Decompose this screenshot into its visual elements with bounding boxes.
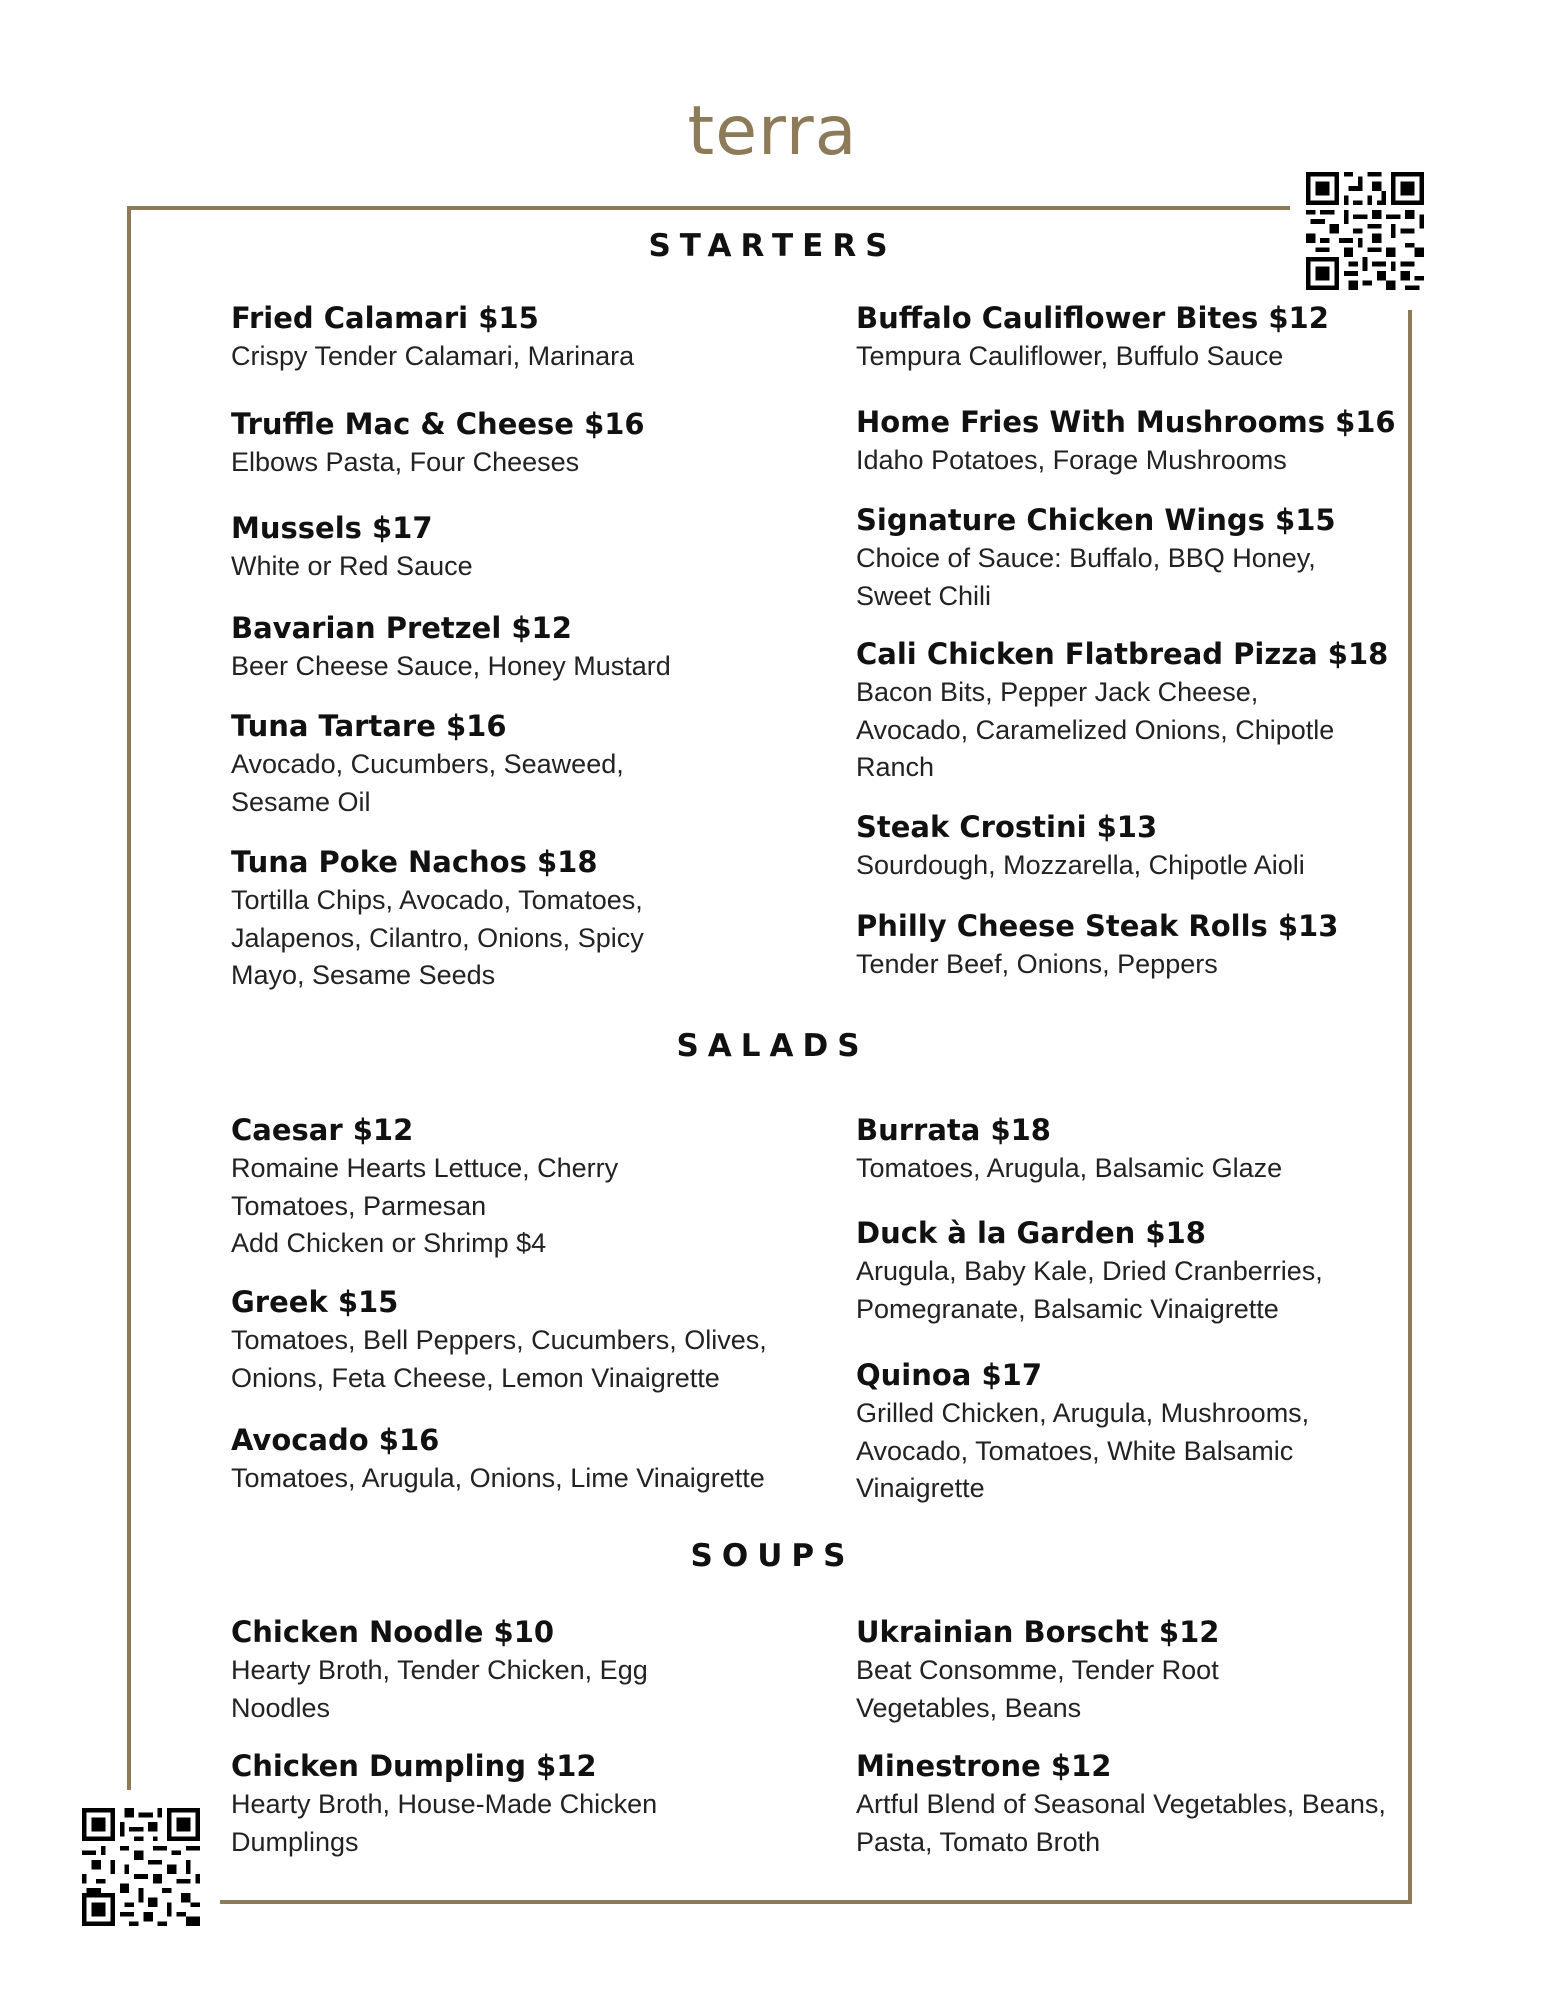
item-description: Avocado, Cucumbers, Seaweed, Sesame Oil xyxy=(231,749,624,817)
item-name: Signature Chicken Wings $15 xyxy=(856,503,1336,537)
menu-item xyxy=(856,1612,1441,1727)
item-name: Steak Crostini $13 xyxy=(856,810,1158,844)
menu-item xyxy=(856,1110,1441,1188)
item-description: Tomatoes, Bell Peppers, Cucumbers, Olives, Onions, Feta Cheese, Lemon Vinaigrette xyxy=(231,1325,767,1393)
menu-item xyxy=(856,402,1441,480)
menu-item xyxy=(856,1746,1441,1861)
item-name: Tuna Poke Nachos $18 xyxy=(231,845,598,879)
menu-item xyxy=(856,906,1441,984)
menu-item xyxy=(231,1746,816,1861)
item-name: Bavarian Pretzel $12 xyxy=(231,611,572,645)
item-description: Artful Blend of Seasonal Vegetables, Beans, Pasta, Tomato Broth xyxy=(856,1789,1386,1857)
item-name: Caesar $12 xyxy=(231,1113,414,1147)
section-title-starters: STARTERS xyxy=(648,228,897,264)
menu-item xyxy=(231,706,816,821)
item-description: Idaho Potatoes, Forage Mushrooms xyxy=(856,445,1287,475)
item-name: Minestrone $12 xyxy=(856,1749,1112,1783)
menu-item xyxy=(856,1355,1441,1508)
item-name: Buffalo Cauliflower Bites $12 xyxy=(856,301,1329,335)
item-description: Tortilla Chips, Avocado, Tomatoes, Jalapenos, Cilantro, Onions, Spicy Mayo, Sesame Seeds xyxy=(231,885,644,990)
menu-item xyxy=(231,608,816,686)
item-name: Truffle Mac & Cheese $16 xyxy=(231,407,645,441)
menu-item xyxy=(856,500,1441,615)
item-name: Tuna Tartare $16 xyxy=(231,709,507,743)
item-description: Hearty Broth, House-Made Chicken Dumplings xyxy=(231,1789,658,1857)
item-description: Hearty Broth, Tender Chicken, Egg Noodles xyxy=(231,1655,648,1723)
item-description: Tempura Cauliflower, Buffulo Sauce xyxy=(856,341,1284,371)
item-name: Mussels $17 xyxy=(231,511,433,545)
menu-item xyxy=(856,634,1441,787)
item-name: Chicken Dumpling $12 xyxy=(231,1749,597,1783)
item-description: Choice of Sauce: Buffalo, BBQ Honey, Sweet Chili xyxy=(856,543,1316,611)
item-name: Avocado $16 xyxy=(231,1423,440,1457)
item-description: Arugula, Baby Kale, Dried Cranberries, Pomegranate, Balsamic Vinaigrette xyxy=(856,1256,1323,1324)
menu-item xyxy=(856,807,1441,885)
section-title-soups: SOUPS xyxy=(690,1538,855,1574)
menu-item xyxy=(231,842,816,995)
item-name: Chicken Noodle $10 xyxy=(231,1615,555,1649)
item-name: Philly Cheese Steak Rolls $13 xyxy=(856,909,1339,943)
item-name: Burrata $18 xyxy=(856,1113,1051,1147)
item-name: Fried Calamari $15 xyxy=(231,301,539,335)
item-name: Home Fries With Mushrooms $16 xyxy=(856,405,1396,439)
item-description: Beat Consomme, Tender Root Vegetables, Beans xyxy=(856,1655,1219,1723)
item-description: Bacon Bits, Pepper Jack Cheese, Avocado, Caramelized Onions, Chipotle Ranch xyxy=(856,677,1335,782)
section-title-salads: SALADS xyxy=(676,1028,869,1064)
item-description: Beer Cheese Sauce, Honey Mustard xyxy=(231,651,671,681)
item-name: Ukrainian Borscht $12 xyxy=(856,1615,1220,1649)
brand-logo: terra xyxy=(687,92,858,171)
menu-item xyxy=(856,1213,1441,1328)
item-description: Tomatoes, Arugula, Balsamic Glaze xyxy=(856,1153,1283,1183)
menu-item xyxy=(231,1110,816,1263)
menu-item xyxy=(231,298,816,376)
menu-item xyxy=(231,508,816,586)
item-description: Tender Beef, Onions, Peppers xyxy=(856,949,1218,979)
item-name: Duck à la Garden $18 xyxy=(856,1216,1206,1250)
menu-item xyxy=(231,1282,816,1397)
item-name: Cali Chicken Flatbread Pizza $18 xyxy=(856,637,1389,671)
menu-item xyxy=(231,404,816,482)
item-name: Greek $15 xyxy=(231,1285,399,1319)
item-description: White or Red Sauce xyxy=(231,551,473,581)
menu-item xyxy=(231,1612,816,1727)
menu-item xyxy=(231,1420,816,1498)
item-name: Quinoa $17 xyxy=(856,1358,1043,1392)
item-description: Romaine Hearts Lettuce, Cherry Tomatoes, Parmesan Add Chicken or Shrimp $4 xyxy=(231,1153,619,1258)
item-description: Tomatoes, Arugula, Onions, Lime Vinaigrette xyxy=(231,1463,765,1493)
menu-item xyxy=(856,298,1441,376)
item-description: Elbows Pasta, Four Cheeses xyxy=(231,447,580,477)
item-description: Sourdough, Mozzarella, Chipotle Aioli xyxy=(856,850,1305,880)
qr-code-icon[interactable] xyxy=(82,1808,200,1926)
item-description: Grilled Chicken, Arugula, Mushrooms, Avocado, Tomatoes, White Balsamic Vinaigrette xyxy=(856,1398,1310,1503)
item-description: Crispy Tender Calamari, Marinara xyxy=(231,341,635,371)
